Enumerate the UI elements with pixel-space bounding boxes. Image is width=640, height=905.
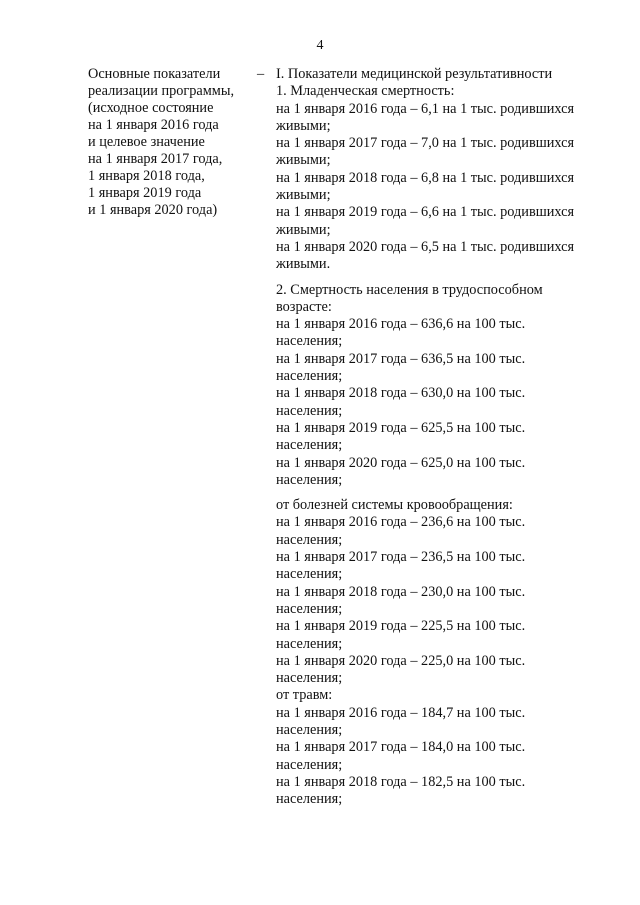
text-line: населения; [276,402,343,419]
text-line: на 1 января 2016 года – 236,6 на 100 тыс. [276,514,526,531]
text-line: I. Показатели медицинской результативности [276,66,553,82]
text-line: на 1 января 2016 года – 6,1 на 1 тыс. родившихся [276,100,575,117]
text-line: на 1 января 2018 года – 630,0 на 100 тыс. [276,385,526,402]
text-line: 1 января 2018 года, [88,168,205,184]
text-line: на 1 января 2016 года [88,117,219,133]
text-line: населения; [276,756,343,773]
text-line: на 1 января 2020 года – 6,5 на 1 тыс. родившихся [276,238,575,255]
text-line: на 1 января 2020 года – 625,0 на 100 тыс. [276,454,526,471]
indicator-values-column [276,66,586,808]
text-line: возрасте: [276,298,332,315]
text-line: живыми; [276,117,331,134]
text-line: на 1 января 2017 года – 184,0 на 100 тыс. [276,739,526,756]
text-line: живыми; [276,221,331,238]
text-line: живыми. [276,256,331,273]
text-line: 2. Смертность населения в трудоспособном [276,281,543,298]
text-line: на 1 января 2019 года – 225,5 на 100 тыс. [276,618,526,635]
text-line: населения; [276,600,343,617]
text-line: населения; [276,531,343,548]
text-line: на 1 января 2019 года – 6,6 на 1 тыс. родившихся [276,204,575,221]
indicator-heading-column [88,66,253,219]
paragraph-gap [276,274,586,282]
text-line: на 1 января 2017 года – 236,5 на 100 тыс. [276,549,526,566]
text-line: населения; [276,670,343,687]
text-line: на 1 января 2017 года – 636,5 на 100 тыс. [276,350,526,367]
text-line: на 1 января 2018 года – 182,5 на 100 тыс. [276,773,526,790]
text-line: на 1 января 2018 года – 230,0 на 100 тыс. [276,583,526,600]
text-line: 1 января 2019 года [88,185,202,201]
text-line: на 1 января 2020 года – 225,0 на 100 тыс. [276,652,526,669]
text-line: живыми; [276,152,331,169]
text-line: на 1 января 2017 года – 7,0 на 1 тыс. родившихся [276,135,575,152]
paragraph-gap [276,489,586,497]
text-line: и целевое значение [88,134,205,150]
text-line: населения; [276,437,343,454]
infant-mortality-block [276,66,586,274]
text-line: населения; [276,566,343,583]
text-line: реализации программы, [88,83,235,99]
working-age-mortality-block [276,282,586,490]
text-line: населения; [276,471,343,488]
separator-dash: – [257,66,265,82]
text-line: живыми; [276,187,331,204]
text-line: от травм: [276,687,333,704]
text-line: от болезней системы кровообращения: [276,497,513,514]
text-line: населения; [276,635,343,652]
text-line: на 1 января 2019 года – 625,5 на 100 тыс. [276,419,526,436]
text-line: и 1 января 2020 года) [88,202,218,218]
text-line: населения; [276,721,343,738]
text-line: населения; [276,333,343,350]
text-line: на 1 января 2017 года, [88,151,223,167]
text-line: на 1 января 2018 года – 6,8 на 1 тыс. родившихся [276,169,575,186]
text-line: на 1 января 2016 года – 184,7 на 100 тыс. [276,704,526,721]
page-number: 4 [316,38,324,53]
text-line: населения; [276,368,343,385]
text-line: на 1 января 2016 года – 636,6 на 100 тыс. [276,316,526,333]
text-line: (исходное состояние [88,100,214,116]
text-line: населения; [276,791,343,808]
cause-specific-mortality-block [276,497,586,808]
text-line: Основные показатели [88,66,221,82]
text-line: 1. Младенческая смертность: [276,83,455,100]
